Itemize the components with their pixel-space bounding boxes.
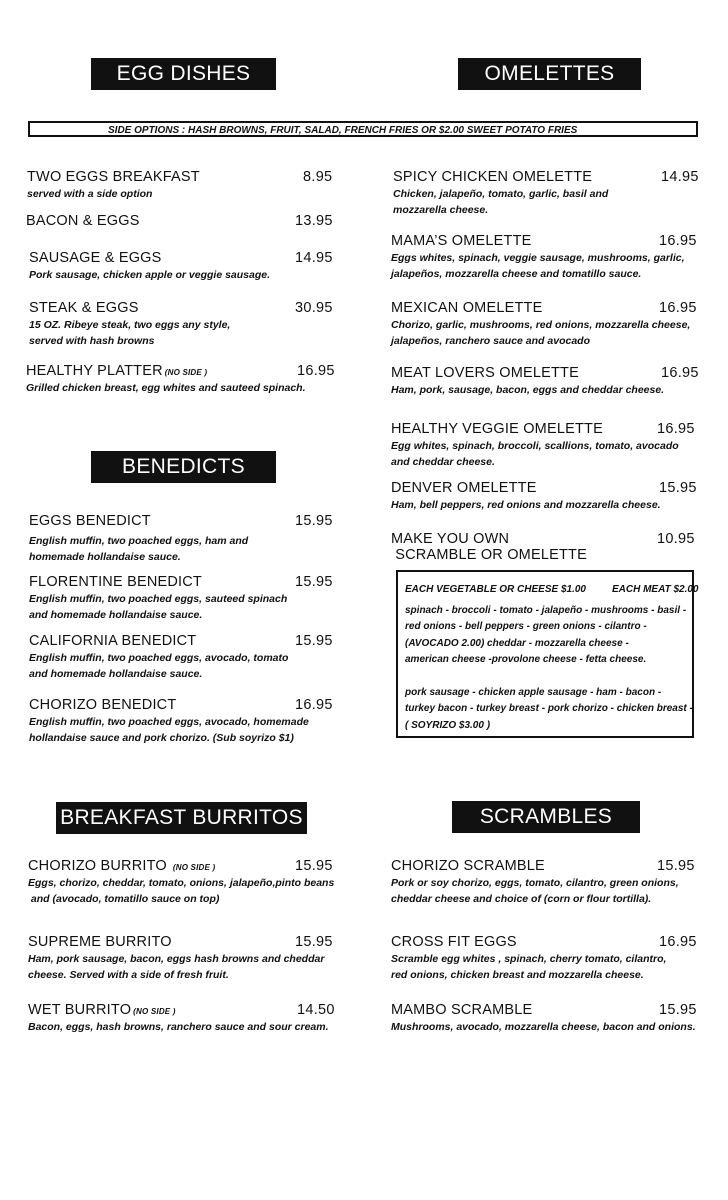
item-description: homemade hollandaise sauce. xyxy=(29,551,181,563)
make-your-own-options-box xyxy=(396,570,699,738)
no-side-tag: (NO SIDE ) xyxy=(133,1007,176,1016)
item-description: cheddar cheese and choice of (corn or flour tortilla). xyxy=(391,893,652,905)
item-price: 15.95 xyxy=(659,1002,697,1018)
item-description: Ham, bell peppers, red onions and mozzarella cheese. xyxy=(391,499,661,511)
item-name: MAMBO SCRAMBLE xyxy=(391,1002,533,1018)
menu-item xyxy=(28,934,324,983)
item-price: 15.95 xyxy=(295,934,333,950)
item-description: Grilled chicken breast, egg whites and sauteed spinach. xyxy=(26,382,306,394)
item-name xyxy=(28,858,334,874)
vegetable-options: spinach - broccoli - tomato - jalapeño - mushrooms - basil - xyxy=(405,604,687,616)
item-description: Pork or soy chorizo, eggs, tomato, cilantro, green onions, xyxy=(391,877,679,889)
vegetable-price: EACH VEGETABLE OR CHEESE $1.00 xyxy=(405,584,586,595)
item-name: STEAK & EGGS xyxy=(29,300,139,316)
menu-item xyxy=(391,421,679,470)
item-description: English muffin, two poached eggs, avocado, tomato xyxy=(29,652,289,664)
burritos-header: BREAKFAST BURRITOS xyxy=(56,802,307,834)
item-name xyxy=(26,363,306,379)
item-price: 15.95 xyxy=(659,480,697,496)
item-price: 16.95 xyxy=(659,300,697,316)
item-price: 13.95 xyxy=(295,213,333,229)
vegetable-options: red onions - bell peppers - green onions - cilantro - xyxy=(405,621,647,632)
no-side-tag: (NO SIDE ) xyxy=(172,863,216,872)
item-price: 15.95 xyxy=(295,513,333,529)
item-price: 8.95 xyxy=(303,169,333,185)
item-description: Ham, pork, sausage, bacon, eggs and cheddar cheese. xyxy=(391,384,665,396)
menu-item xyxy=(391,300,690,349)
item-price: 16.95 xyxy=(657,421,695,437)
item-description: hollandaise sauce and pork chorizo. (Sub soyrizo $1) xyxy=(29,732,294,744)
item-description: Pork sausage, chicken apple or veggie sausage. xyxy=(29,269,271,281)
item-description: and homemade hollandaise sauce. xyxy=(29,668,203,680)
menu-item xyxy=(391,934,666,983)
menu-item xyxy=(391,1002,696,1035)
item-name: SCRAMBLE OR OMELETTE xyxy=(391,547,587,563)
item-price: 14.95 xyxy=(661,169,699,185)
menu-item xyxy=(29,250,270,283)
menu-item xyxy=(29,513,248,565)
item-price: 16.95 xyxy=(295,697,333,713)
item-name: BACON & EGGS xyxy=(26,213,140,229)
meat-price: EACH MEAT $2.00 xyxy=(611,584,699,595)
options-prices xyxy=(405,582,699,599)
item-name: MEXICAN OMELETTE xyxy=(391,300,543,316)
item-description: Egg whites, spinach, broccoli, scallions, tomato, avocado xyxy=(391,440,679,452)
side-options-bar: SIDE OPTIONS : HASH BROWNS, FRUIT, SALAD, FRENCH FRIES OR $2.00 SWEET POTATO FRIES xyxy=(28,121,698,137)
item-name: CROSS FIT EGGS xyxy=(391,934,517,950)
item-description: and (avocado, tomatillo sauce on top) xyxy=(28,893,220,905)
egg-dishes-header: EGG DISHES xyxy=(91,58,276,90)
item-description: Scramble egg whites , spinach, cherry tomato, cilantro, xyxy=(391,953,667,965)
item-description: red onions, chicken breast and mozzarella cheese. xyxy=(391,969,644,981)
item-price: 10.95 xyxy=(657,531,695,547)
scrambles-header: SCRAMBLES xyxy=(452,801,640,833)
item-description: Bacon, eggs, hash browns, ranchero sauce and sour cream. xyxy=(28,1021,329,1033)
meat-options: pork sausage - chicken apple sausage - ham - bacon - xyxy=(405,686,662,698)
item-description: Chorizo, garlic, mushrooms, red onions, mozzarella cheese, xyxy=(391,319,691,331)
item-name: CALIFORNIA BENEDICT xyxy=(29,633,197,649)
item-name-text: CHORIZO BURRITO xyxy=(28,858,167,874)
item-name: SPICY CHICKEN OMELETTE xyxy=(393,169,593,185)
vegetable-options: american cheese -provolone cheese - fetta cheese. xyxy=(405,654,647,665)
item-description: Chicken, jalapeño, tomato, garlic, basil and xyxy=(393,188,609,200)
item-name: SUPREME BURRITO xyxy=(28,934,172,950)
omelettes-header: OMELETTES xyxy=(458,58,641,90)
item-name: MEAT LOVERS OMELETTE xyxy=(391,365,579,381)
item-name: FLORENTINE BENEDICT xyxy=(29,574,202,590)
item-price: 15.95 xyxy=(295,574,333,590)
item-description: jalapeños, mozzarella cheese and tomatillo sauce. xyxy=(391,268,642,280)
item-price: 16.95 xyxy=(661,365,699,381)
benedicts-header: BENEDICTS xyxy=(91,451,276,483)
item-description: English muffin, two poached eggs, avocado, homemade xyxy=(29,716,309,728)
item-description: Mushrooms, avocado, mozzarella cheese, bacon and onions. xyxy=(391,1021,696,1033)
item-description: and cheddar cheese. xyxy=(391,456,495,468)
item-price: 30.95 xyxy=(295,300,333,316)
item-name: CHORIZO SCRAMBLE xyxy=(391,858,545,874)
item-description: English muffin, two poached eggs, ham and xyxy=(29,535,249,547)
item-name-text: WET BURRITO xyxy=(28,1002,132,1018)
menu-item xyxy=(29,633,288,682)
menu-item xyxy=(28,858,334,907)
meat-options: ( SOYRIZO $3.00 ) xyxy=(405,719,491,731)
item-price: 16.95 xyxy=(659,233,697,249)
item-description: cheese. Served with a side of fresh fruit. xyxy=(28,969,229,981)
menu-item xyxy=(391,858,679,907)
vegetable-options: (AVOCADO 2.00) cheddar - mozzarella cheese - xyxy=(405,637,629,649)
menu-item xyxy=(391,480,661,513)
item-name: MAKE YOU OWN xyxy=(391,531,510,547)
item-description: served with hash browns xyxy=(29,335,155,347)
item-description: mozzarella cheese. xyxy=(393,204,489,216)
item-name xyxy=(28,1002,329,1018)
item-name: CHORIZO BENEDICT xyxy=(29,697,177,713)
menu-item xyxy=(391,531,587,563)
item-price: 14.50 xyxy=(297,1002,335,1018)
menu-item xyxy=(26,363,306,396)
item-description: Eggs whites, spinach, veggie sausage, mushrooms, garlic, xyxy=(391,252,685,264)
item-price: 16.95 xyxy=(659,934,697,950)
menu-item xyxy=(29,697,309,746)
item-name-text: HEALTHY PLATTER xyxy=(26,363,163,379)
item-description: served with a side option xyxy=(27,188,153,200)
meat-options: turkey bacon - turkey breast - pork chorizo - chicken breast - xyxy=(405,703,693,714)
item-description: English muffin, two poached eggs, sauteed spinach xyxy=(29,593,288,605)
item-name: DENVER OMELETTE xyxy=(391,480,537,496)
menu-item xyxy=(27,169,200,202)
no-side-tag: (NO SIDE ) xyxy=(164,368,208,377)
item-name: EGGS BENEDICT xyxy=(29,513,151,529)
item-description: Eggs, chorizo, cheddar, tomato, onions, jalapeño,pinto beans xyxy=(28,877,335,889)
item-description: Ham, pork sausage, bacon, eggs hash browns and cheddar xyxy=(28,953,325,965)
menu-item xyxy=(391,365,664,398)
item-name: TWO EGGS BREAKFAST xyxy=(27,169,200,185)
item-price: 16.95 xyxy=(297,363,335,379)
item-price: 14.95 xyxy=(295,250,333,266)
item-price: 15.95 xyxy=(657,858,695,874)
item-name: SAUSAGE & EGGS xyxy=(29,250,162,266)
item-description: and homemade hollandaise sauce. xyxy=(29,609,203,621)
item-name: MAMA’S OMELETTE xyxy=(391,233,532,249)
menu-item xyxy=(26,213,140,229)
item-price: 15.95 xyxy=(295,633,333,649)
item-price: 15.95 xyxy=(295,858,333,874)
menu-item xyxy=(393,169,608,218)
item-name: HEALTHY VEGGIE OMELETTE xyxy=(391,421,603,437)
item-description: 15 OZ. Ribeye steak, two eggs any style, xyxy=(29,319,231,331)
menu-item xyxy=(29,300,230,349)
menu-item xyxy=(29,574,287,623)
menu-item xyxy=(391,233,685,282)
item-description: jalapeños, ranchero sauce and avocado xyxy=(391,335,590,347)
menu-item xyxy=(28,1002,329,1035)
